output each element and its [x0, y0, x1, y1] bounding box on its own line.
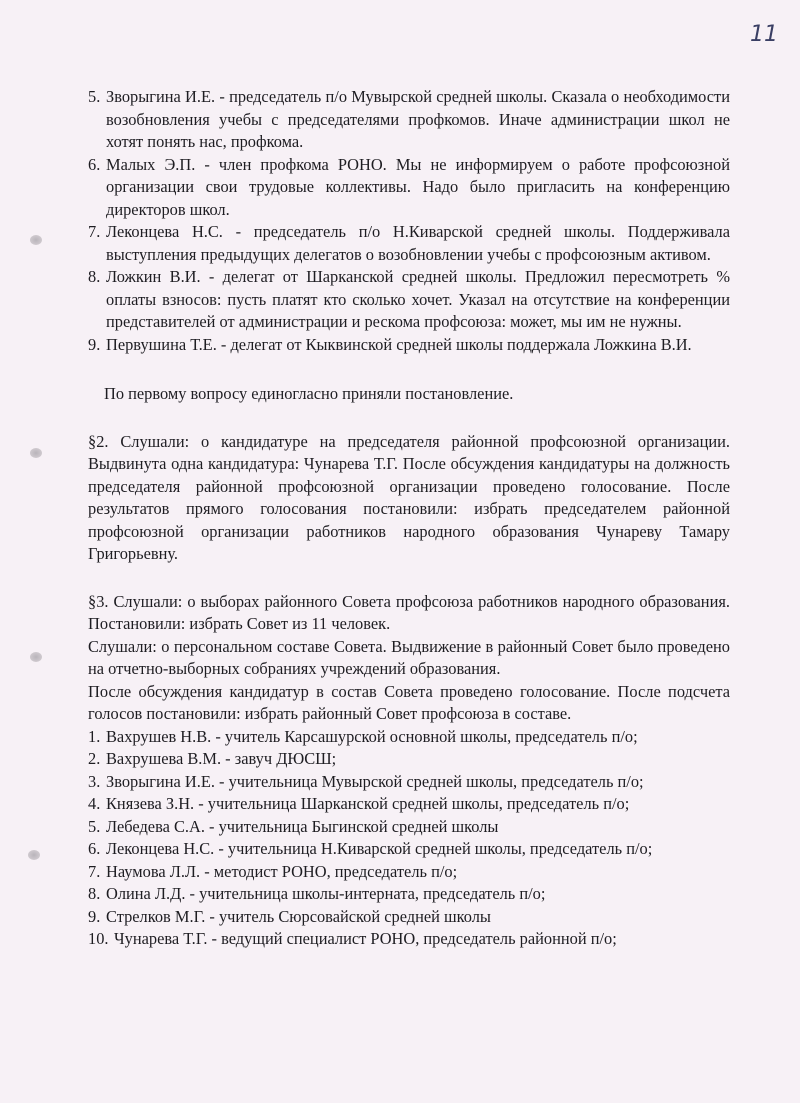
item-number: 1. [88, 726, 101, 746]
punch-hole-mark [28, 850, 40, 860]
list-item [88, 266, 730, 334]
item-text: Вахрушев Н.В. - учитель Карсашурской основной школы, председатель п/о; [106, 726, 638, 746]
item-number: 2. [88, 749, 101, 768]
list-item [88, 838, 730, 861]
list-item [88, 748, 730, 771]
item-number: 4. [88, 794, 101, 813]
item-text: Наумова Л.Л. - методист РОНО, председатель п/о; [106, 861, 458, 881]
section-3-vote: После обсуждения кандидатур в состав Совета проведено голосование. После подсчета голосов постановили: избрать районный Совет профсоюза в составе. [88, 681, 730, 723]
list-item [88, 771, 730, 794]
section-3-personnel: Слушали: о персональном составе Совета. Выдвижение в районный Совет было проведено на отчетно-выборных собраниях учреждений образования. [88, 636, 730, 678]
item-number: 3. [88, 771, 101, 791]
list-item [88, 928, 730, 951]
item-text: Стрелков М.Г. - учитель Сюрсовайской средней школы [106, 906, 491, 926]
page-number: 11 [750, 22, 778, 47]
list-item [88, 334, 730, 357]
section-3: §3. Слушали: о выборах районного Совета профсоюза работников народного образования. Постановили: избрать Совет из 11 человек. [88, 591, 730, 633]
item-number: 8. [88, 267, 101, 286]
list-item [88, 816, 730, 839]
item-text: Первушина Т.Е. - делегат от Кыквинской средней школы поддержала Ложкина В.И. [106, 334, 692, 354]
item-text: Лебедева С.А. - учительница Быгинской средней школы [106, 816, 499, 836]
list-item [88, 883, 730, 906]
item-text: Зворыгина И.Е. - учительница Мувырской средней школы, председатель п/о; [106, 771, 644, 791]
item-number: 6. [88, 839, 101, 858]
item-text: Зворыгина И.Е. - председатель п/о Мувырской средней школы. Сказала о необходимости возобновления учебы с председателями профкомов. Иначе администрации школ не хотят понять нас, профкома. [106, 87, 730, 151]
item-number: 7. [88, 222, 101, 241]
item-text: Олина Л.Д. - учительница школы-интерната, председатель п/о; [106, 884, 546, 903]
list-item [88, 726, 730, 749]
document-body [88, 86, 730, 951]
list-item [88, 793, 730, 816]
list-item [88, 86, 730, 154]
list-item [88, 154, 730, 222]
punch-hole-mark [30, 448, 42, 458]
item-number: 5. [88, 87, 101, 106]
item-text: Князева З.Н. - учительница Шарканской средней школы, председатель п/о; [106, 794, 630, 813]
item-text: Вахрушева В.М. - завуч ДЮСШ; [106, 749, 337, 768]
item-number: 7. [88, 861, 101, 881]
delegates-list [88, 86, 730, 356]
item-number: 10. [88, 929, 109, 948]
punch-hole-mark [30, 235, 42, 245]
item-number: 8. [88, 884, 101, 903]
list-item [88, 861, 730, 884]
punch-hole-mark [30, 652, 42, 662]
item-number: 9. [88, 906, 101, 926]
item-text: Малых Э.П. - член профкома РОНО. Мы не информируем о работе профсоюзной организации свои трудовые коллективы. Надо было пригласить на конференцию директоров школ. [106, 154, 730, 219]
item-number: 5. [88, 816, 101, 836]
item-number: 9. [88, 334, 101, 354]
item-text: Ложкин В.И. - делегат от Шарканской средней школы. Предложил пересмотреть % оплаты взносов: пусть платят кто сколько хочет. Указал на отсутствие на конференции представителей от администрации и рескома профсоюза: может, мы им не нужны. [106, 267, 730, 331]
item-text: Леконцева Н.С. - учительница Н.Киварской средней школы, председатель п/о; [106, 839, 653, 858]
first-question-resolution: По первому вопросу единогласно приняли постановление. [104, 384, 514, 403]
item-text: Леконцева Н.С. - председатель п/о Н.Киварской средней школы. Поддерживала выступления предыдущих делегатов о возобновлении учебы с профсоюзным активом. [106, 222, 730, 264]
list-item [88, 221, 730, 266]
council-list [88, 726, 730, 951]
list-item [88, 906, 730, 929]
item-number: 6. [88, 154, 101, 174]
item-text: Чунарева Т.Г. - ведущий специалист РОНО, председатель районной п/о; [114, 929, 617, 948]
section-2: §2. Слушали: о кандидатуре на председателя районной профсоюзной организации. Выдвинута одна кандидатура: Чунарева Т.Г. После обсуждения кандидатуры на должность председателя районной профсоюзной организации проведено голосование. После результатов прямого голосования постановили: избрать председателем районной профсоюзной организации работников народного образования Чунареву Тамару Григорьевну. [88, 431, 730, 563]
